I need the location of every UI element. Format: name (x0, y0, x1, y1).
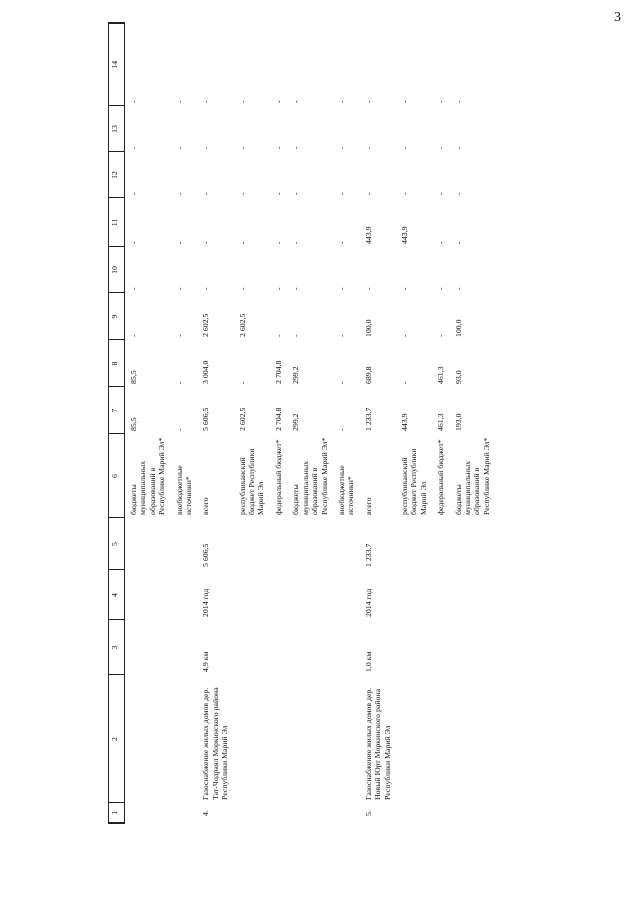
table-cell-c10: - (129, 287, 138, 290)
table-cell-c8: 2 704,8 (273, 360, 283, 384)
table-row (284, 23, 330, 823)
table-cell-c10: - (201, 287, 211, 290)
table-cell-c11: - (453, 241, 463, 244)
table-cell-c4 (284, 570, 330, 620)
table-cell-c1 (125, 803, 168, 823)
table-cell-c10: - (363, 287, 373, 290)
table-cell-c12: - (453, 192, 463, 195)
table-cell-c7: 193,0 (453, 413, 463, 431)
table-cell-c14: - (399, 100, 409, 103)
table-cell-c11: 443,9 (399, 226, 409, 244)
table-cell-c8: 461,3 (436, 366, 446, 384)
table-cell-c8: 689,8 (363, 366, 373, 384)
table-cell-c2 (284, 675, 330, 803)
table-cell-c10: - (453, 287, 463, 290)
table-cell-c2 (447, 675, 493, 803)
table-cell-c8: - (237, 381, 247, 384)
header-cell: 7 (109, 387, 125, 434)
table-cell-c12: - (201, 192, 211, 195)
table-cell-c13: - (273, 146, 283, 149)
table-cell-c4: 2014 год (363, 588, 373, 617)
header-cell: 4 (109, 570, 125, 620)
table-cell-c2: Газоснабжение жилых домов дер. Тат-Чодраял Моркинского района Республики Марий Эл (201, 687, 230, 800)
table-cell-c13: - (399, 146, 409, 149)
table-cell-c7: 461,3 (436, 413, 446, 431)
table-cell-c4 (393, 570, 429, 620)
table-cell-c3: 4,9 км (201, 651, 211, 672)
table-cell-c1 (231, 803, 267, 823)
table-cell-c10: - (336, 287, 346, 290)
table-cell-c9: - (336, 334, 346, 337)
header-cell: 10 (109, 247, 125, 293)
table-cell-c5 (393, 518, 429, 570)
table-cell-c9: - (436, 334, 446, 337)
table-cell-c7: 85,5 (129, 417, 138, 431)
table-cell-c5: 1 233,7 (363, 543, 373, 567)
table-cell-c13: - (336, 146, 346, 149)
header-row (109, 23, 125, 823)
table-cell-c3 (447, 620, 493, 675)
table-cell-c13: - (453, 146, 463, 149)
table-cell-c14: - (273, 100, 283, 103)
table-cell-c7: 2 704,8 (273, 407, 283, 431)
table-cell-c9: - (399, 334, 409, 337)
table-cell-c12: - (291, 192, 301, 195)
table-cell-c1 (284, 803, 330, 823)
table-cell-c13: - (436, 146, 446, 149)
table-cell-c13: - (129, 146, 138, 149)
table-cell-c11: - (237, 241, 247, 244)
table-cell-c10: - (174, 287, 184, 290)
table-cell-c4 (168, 570, 195, 620)
table-cell-c8: 3 004,0 (201, 360, 211, 384)
table-cell-c4 (125, 570, 168, 620)
table-cell-c9: - (291, 334, 301, 337)
table-cell-c6: внебюджетные источники* (336, 465, 356, 515)
table-row (231, 23, 267, 823)
table-cell-c1: 4. (201, 810, 211, 816)
header-cell: 5 (109, 518, 125, 570)
table-cell-c14: - (291, 100, 301, 103)
program-table (108, 22, 492, 824)
table-cell-c7: - (336, 428, 346, 431)
table-cell-c10: - (399, 287, 409, 290)
table-cell-c1 (168, 803, 195, 823)
table-cell-c3 (168, 620, 195, 675)
table-cell-c1: 5. (363, 810, 373, 816)
table-cell-c3 (284, 620, 330, 675)
table-cell-c9: - (129, 334, 138, 337)
table-cell-c5: 5 606,5 (201, 543, 211, 567)
table-cell-c7: 1 233,7 (363, 407, 373, 431)
table-cell-c9: - (273, 334, 283, 337)
table-cell-c6: всего (363, 497, 373, 515)
table-cell-c9: 100,0 (363, 319, 373, 337)
table-row (194, 23, 230, 823)
table-cell-c9: - (174, 334, 184, 337)
table-cell-c1 (267, 803, 284, 823)
table-cell-c2 (168, 675, 195, 803)
table-cell-c13: - (237, 146, 247, 149)
table-cell-c12: - (363, 192, 373, 195)
page-number: 3 (614, 10, 621, 25)
header-cell: 2 (109, 675, 125, 803)
table-cell-c1 (393, 803, 429, 823)
header-cell: 9 (109, 293, 125, 340)
table-row (168, 23, 195, 823)
table-cell-c1 (429, 803, 446, 823)
table-cell-c2 (393, 675, 429, 803)
table-cell-c2 (125, 675, 168, 803)
table-cell-c10: - (436, 287, 446, 290)
table-cell-c11: - (436, 241, 446, 244)
table-cell-c5 (447, 518, 493, 570)
table-cell-c11: - (336, 241, 346, 244)
rotated-sheet (108, 24, 628, 824)
table-cell-c9: 100,0 (453, 319, 463, 337)
header-cell: 13 (109, 106, 125, 152)
table-cell-c12: - (436, 192, 446, 195)
table-cell-c8: 85,5 (129, 370, 138, 384)
table-cell-c7: 443,9 (399, 413, 409, 431)
header-cell: 14 (109, 23, 125, 106)
table-cell-c2 (267, 675, 284, 803)
table-cell-c7: 299,2 (291, 413, 301, 431)
table-row (357, 23, 393, 823)
table-cell-c3 (330, 620, 357, 675)
table-cell-c3 (125, 620, 168, 675)
table-cell-c14: - (237, 100, 247, 103)
table-cell-c6: всего (201, 497, 211, 515)
table-cell-c4 (429, 570, 446, 620)
table-cell-c12: - (273, 192, 283, 195)
table-row (447, 23, 493, 823)
table-cell-c14: - (363, 100, 373, 103)
table-cell-c12: - (336, 192, 346, 195)
table-cell-c13: - (174, 146, 184, 149)
table-cell-c5 (429, 518, 446, 570)
table-cell-c7: 5 606,5 (201, 407, 211, 431)
table-cell-c5 (284, 518, 330, 570)
table-cell-c4 (330, 570, 357, 620)
table-cell-c14: - (453, 100, 463, 103)
table-cell-c11: - (201, 241, 211, 244)
table-cell-c8: 93,0 (453, 370, 463, 384)
table-cell-c6: бюджеты муниципальных образований в Республике Марий Эл* (291, 437, 329, 515)
table-cell-c3 (429, 620, 446, 675)
table-cell-c14: - (336, 100, 346, 103)
table-cell-c6: внебюджетные источники* (174, 465, 194, 515)
table-cell-c2 (231, 675, 267, 803)
header-cell: 12 (109, 152, 125, 198)
rotated-table-wrapper (108, 24, 628, 824)
table-cell-c11: - (273, 241, 283, 244)
table-cell-c3 (393, 620, 429, 675)
table-cell-c6: бюджеты муниципальных образований в Республике Марий Эл* (129, 437, 167, 515)
table-cell-c5 (231, 518, 267, 570)
table-cell-c13: - (363, 146, 373, 149)
table-cell-c12: - (129, 192, 138, 195)
table-cell-c4 (447, 570, 493, 620)
table-cell-c12: - (174, 192, 184, 195)
table-cell-c4 (231, 570, 267, 620)
table-cell-c8: - (399, 381, 409, 384)
table-cell-c3: 1,0 км (363, 651, 373, 672)
table-cell-c11: - (174, 241, 184, 244)
table-cell-c9: 2 602,5 (201, 313, 211, 337)
table-cell-c7: - (174, 428, 184, 431)
table-cell-c9: 2 602,5 (237, 313, 247, 337)
table-cell-c6: республиканский бюджет Республики Марий Эл (237, 448, 266, 515)
table-cell-c7: 2 602,5 (237, 407, 247, 431)
table-cell-c4: 2014 год (201, 588, 211, 617)
table-cell-c6: республиканский бюджет Республики Марий Эл (399, 448, 428, 515)
table-cell-c2 (330, 675, 357, 803)
table-cell-c8: - (174, 381, 184, 384)
table-cell-c4 (267, 570, 284, 620)
table-cell-c13: - (201, 146, 211, 149)
table-row (267, 23, 284, 823)
header-cell: 3 (109, 620, 125, 675)
header-cell: 8 (109, 340, 125, 387)
table-row (330, 23, 357, 823)
table-cell-c5 (168, 518, 195, 570)
table-cell-c1 (330, 803, 357, 823)
table-cell-c1 (447, 803, 493, 823)
table-cell-c11: - (129, 241, 138, 244)
table-cell-c10: - (273, 287, 283, 290)
table-cell-c10: - (237, 287, 247, 290)
header-cell: 6 (109, 434, 125, 518)
header-cell: 11 (109, 198, 125, 247)
table-cell-c3 (267, 620, 284, 675)
table-cell-c5 (125, 518, 168, 570)
header-cell: 1 (109, 803, 125, 823)
table-cell-c6: федеральный бюджет* (273, 439, 283, 515)
table-cell-c5 (330, 518, 357, 570)
table-cell-c2: Газоснабжение жилых домов дер. Новый Юрт Моркинского района Республики Марий Эл (363, 687, 392, 800)
table-cell-c6: федеральный бюджет* (436, 439, 446, 515)
table-cell-c11: - (291, 241, 301, 244)
table-cell-c14: - (129, 100, 138, 103)
table-cell-c13: - (291, 146, 301, 149)
table-cell-c2 (429, 675, 446, 803)
table-cell-c8: - (336, 381, 346, 384)
table-cell-c12: - (237, 192, 247, 195)
table-cell-c14: - (436, 100, 446, 103)
table-cell-c3 (231, 620, 267, 675)
table-row (429, 23, 446, 823)
table-cell-c5 (267, 518, 284, 570)
table-cell-c14: - (174, 100, 184, 103)
table-cell-c11: 443,9 (363, 226, 373, 244)
table-row (393, 23, 429, 823)
table-cell-c8: 299,2 (291, 366, 301, 384)
table-cell-c6: бюджеты муниципальных образований в Республике Марий Эл* (453, 437, 491, 515)
table-cell-c14: - (201, 100, 211, 103)
table-cell-c12: - (399, 192, 409, 195)
table-cell-c10: - (291, 287, 301, 290)
table-row (125, 23, 168, 823)
